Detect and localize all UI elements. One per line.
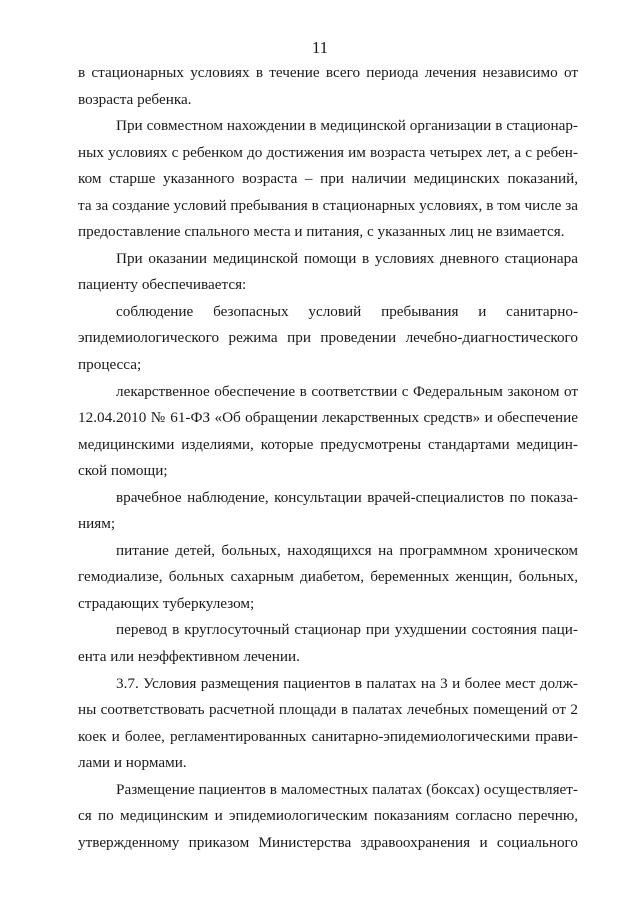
text-line: ской помощи; — [78, 462, 168, 480]
text-line: пациенту обеспечивается: — [78, 276, 247, 294]
document-body — [78, 60, 578, 856]
text-line: ента или неэффективном лечении. — [78, 648, 300, 666]
text-line: ниям; — [78, 515, 116, 533]
text-line: ных условиях с ребенком до достижения им возраста четырех лет, а с ребен- — [78, 143, 578, 161]
text-line: эпидемиологического режима при проведении лечебно-диагностического — [78, 329, 578, 347]
text-line: возраста ребенка. — [78, 90, 192, 108]
paragraph-first-line: При совместном нахождении в медицинской организации в стационар- — [116, 117, 578, 135]
text-line: ны соответствовать расчетной площади в палатах лечебных помещений от 2 — [78, 701, 578, 719]
paragraph-first-line: перевод в круглосуточный стационар при ухудшении состояния паци- — [116, 621, 578, 639]
text-line: утвержденному приказом Министерства здравоохранения и социального — [78, 833, 578, 851]
text-line: предоставление спального места и питания, с указанных лиц не взимается. — [78, 223, 565, 241]
text-line: процесса; — [78, 356, 142, 374]
text-line: лами и нормами. — [78, 754, 187, 772]
text-line: 12.04.2010 № 61-ФЗ «Об обращении лекарственных средств» и обеспечение — [78, 409, 578, 427]
paragraph-first-line: соблюдение безопасных условий пребывания и санитарно- — [116, 302, 578, 320]
paragraph-first-line: При оказании медицинской помощи в условиях дневного стационара — [116, 249, 578, 267]
text-line: медицинскими изделиями, которые предусмотрены стандартами медицин- — [78, 435, 578, 453]
page-number: 11 — [311, 38, 329, 57]
paragraph-first-line: лекарственное обеспечение в соответствии с Федеральным законом от — [116, 382, 578, 400]
text-line: та за создание условий пребывания в стационарных условиях, в том числе за — [78, 196, 578, 214]
text-line: коек и более, регламентированных санитарно-эпидемиологическими прави- — [78, 727, 578, 745]
text-line: гемодиализе, больных сахарным диабетом, беременных женщин, больных, — [78, 568, 578, 586]
text-line: страдающих туберкулезом; — [78, 594, 255, 612]
paragraph-first-line: питание детей, больных, находящихся на программном хроническом — [116, 541, 578, 559]
paragraph-first-line: 3.7. Условия размещения пациентов в палатах на 3 и более мест долж- — [116, 674, 578, 692]
paragraph-first-line: врачебное наблюдение, консультации врачей-специалистов по показа- — [116, 488, 578, 506]
paragraph-first-line: Размещение пациентов в маломестных палатах (боксах) осуществляет- — [116, 780, 578, 798]
text-line: в стационарных условиях в течение всего периода лечения независимо от — [78, 64, 578, 81]
text-line: ком старше указанного возраста – при наличии медицинских показаний, — [78, 170, 578, 188]
text-line: ся по медицинским и эпидемиологическим показаниям согласно перечню, — [78, 807, 578, 825]
